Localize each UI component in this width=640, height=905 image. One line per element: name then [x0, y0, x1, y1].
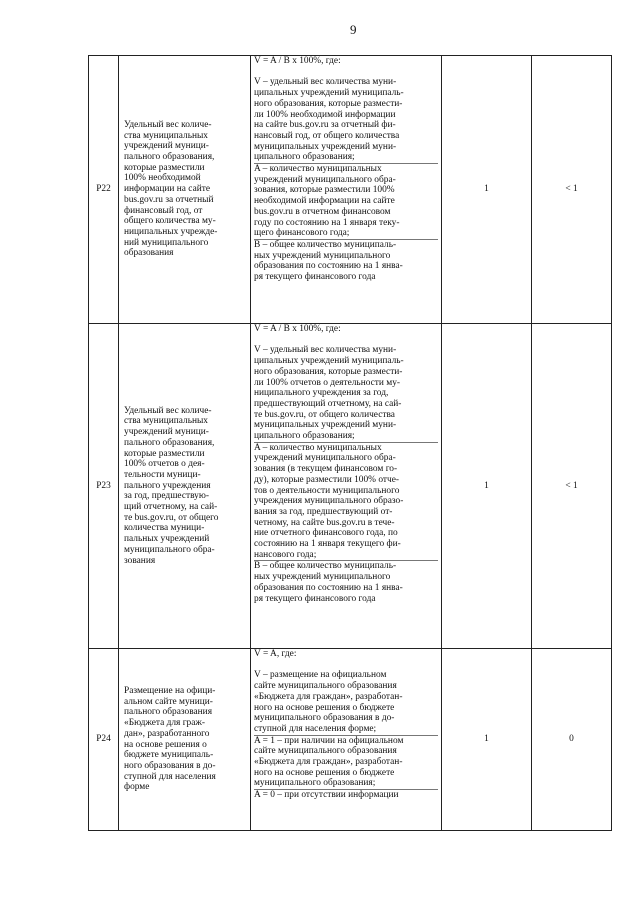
- indicator-code: P23: [89, 324, 119, 649]
- formula-v-definition: V – удельный вес количества муни- ципальных учреждений муниципаль- ного образования, которые размести- ли 100% отчетов о деятельности му- ниципального учреждения за год, предшествующий отчетному, на сай- те bus.gov.ru, от общего количества муниципальных учреждений муни- ципального образования;: [254, 345, 404, 442]
- indicator-value: 1: [442, 56, 532, 324]
- formula-v-definition: V – удельный вес количества муни- ципальных учреждений муниципаль- ного образования, которые размести- ли 100% необходимой информации на сайте bus.gov.ru за отчетный фи- нансовый год, от общего количества муниципальных учреждений муни- ципального образования;: [254, 77, 404, 163]
- formula-b-definition: B – общее количество муниципаль- ных учреждений муниципального образования по состоянию на 1 янва- ря текущего финансового года: [254, 560, 438, 604]
- formula-line: V = A / B x 100%, где:: [254, 324, 341, 334]
- indicators-table: [88, 55, 612, 831]
- formula-a0-definition: A = 0 – при отсутствии информации: [254, 789, 438, 801]
- formula-v-definition: V – размещение на официальном сайте муниципального образования «Бюджета для граждан», разработан- ного на основе решения о бюджете муниципального образования в до- ступной для населения форме;: [254, 670, 403, 734]
- formula-a-definition: A – количество муниципальных учреждений муниципального обра- зования (в текущем финансовом го- ду), которые разместили 100% отче- тов о деятельности муниципального учреждения муниципального образо- вания за год, предшествующий от- четному, на сайте bus.gov.ru в тече- ние отчетного финансового года, по состоянию на 1 января текущего фи- нансового года;: [254, 442, 438, 561]
- indicator-target: < 1: [532, 324, 612, 649]
- indicator-description: Размещение на офици- альном сайте муници- пального образования «Бюджета для граж- дан», разработанного на основе решения о бюджете муниципаль- ного образования в до- ступной для населения форме: [119, 649, 251, 831]
- formula-line: V = A / B x 100%, где:: [254, 56, 341, 66]
- formula-line: V = A, где:: [254, 649, 297, 659]
- formula-a1-definition: A = 1 – при наличии на официальном сайте муниципального образования «Бюджета для граждан», разработан- ного на основе решения о бюджете муниципального образования;: [254, 735, 438, 790]
- indicator-description: Удельный вес количе- ства муниципальных учреждений муници- пального образования, которые разместили 100% необходимой информации на сайте bus.gov.ru за отчетный финансовый год, от общего количества му- ниципальных учрежде- ний муниципального образования: [119, 56, 251, 324]
- indicator-formula: [251, 56, 442, 324]
- indicator-formula: [251, 324, 442, 649]
- indicator-description: Удельный вес количе- ства муниципальных учреждений муници- пального образования, которые разместили 100% отчетов о дея- тельности муници- пального учреждения за год, предшествую- щий отчетному, на сай- те bus.gov.ru, от общего количества муници- пальных учреждений муниципального обра- зования: [119, 324, 251, 649]
- indicator-target: 0: [532, 649, 612, 831]
- table-row: [89, 56, 612, 324]
- indicator-value: 1: [442, 649, 532, 831]
- indicator-value: 1: [442, 324, 532, 649]
- indicator-target: < 1: [532, 56, 612, 324]
- indicator-code: P24: [89, 649, 119, 831]
- indicator-formula: [251, 649, 442, 831]
- table-row: [89, 324, 612, 649]
- table-row: [89, 649, 612, 831]
- indicator-code: P22: [89, 56, 119, 324]
- page-number: 9: [350, 22, 357, 37]
- formula-a-definition: A – количество муниципальных учреждений муниципального обра- зования, которые разместили 100% необходимой информации на сайте bus.gov.ru в отчетном финансовом году по состоянию на 1 января теку- щего финансового года;: [254, 163, 438, 239]
- formula-b-definition: B – общее количество муниципаль- ных учреждений муниципального образования по состоянию на 1 янва- ря текущего финансового года: [254, 239, 438, 283]
